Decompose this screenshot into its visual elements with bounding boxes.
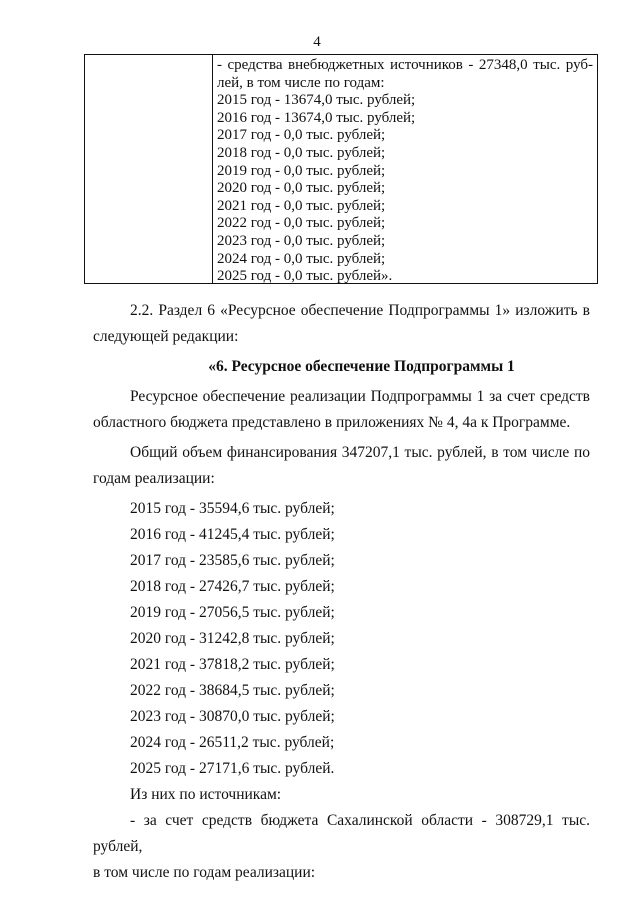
table-line: - средства внебюджетных источников - 27348,0 тыс. руб- — [217, 57, 593, 73]
table-line: 2020 год - 0,0 тыс. рублей; — [217, 180, 386, 197]
year-item: 2018 год - 27426,7 тыс. рублей; — [130, 578, 335, 595]
table-line: 2015 год - 13674,0 тыс. рублей; — [217, 92, 416, 109]
year-item: 2022 год - 38684,5 тыс. рублей; — [130, 682, 335, 699]
table-line: 2018 год - 0,0 тыс. рублей; — [217, 144, 386, 161]
year-item: 2024 год - 26511,2 тыс. рублей; — [130, 734, 335, 751]
year-item: 2025 год - 27171,6 тыс. рублей. — [130, 760, 335, 777]
table-line: лей, в том числе по годам: — [217, 74, 385, 91]
year-item: 2020 год - 31242,8 тыс. рублей; — [130, 630, 335, 647]
table-line: 2021 год - 0,0 тыс. рублей; — [217, 197, 386, 214]
year-item: 2015 год - 35594,6 тыс. рублей; — [130, 500, 335, 517]
table-line: 2024 год - 0,0 тыс. рублей; — [217, 250, 386, 267]
year-item: 2019 год - 27056,5 тыс. рублей; — [130, 604, 335, 621]
table-line: 2022 год - 0,0 тыс. рублей; — [217, 215, 386, 232]
section-heading: «6. Ресурсное обеспечение Подпрограммы 1 — [208, 358, 515, 375]
table-right-cell — [217, 57, 593, 286]
year-item: 2021 год - 37818,2 тыс. рублей; — [130, 656, 335, 673]
sources-intro: Из них по источникам: — [130, 786, 282, 803]
table-line: 2019 год - 0,0 тыс. рублей; — [217, 162, 386, 179]
year-item: 2023 год - 30870,0 тыс. рублей; — [130, 708, 335, 725]
total-funding-paragraph: Общий объем финансирования 347207,1 тыс. рублей, в том числе по годам реализации: — [93, 444, 590, 487]
year-item: 2016 год - 41245,4 тыс. рублей; — [130, 526, 335, 543]
resource-paragraph: Ресурсное обеспечение реализации Подпрограммы 1 за счет средств областного бюджета представлено в приложениях № 4, 4а к Программе. — [93, 388, 590, 431]
table-column-divider — [212, 55, 213, 283]
table-line: 2016 год - 13674,0 тыс. рублей; — [217, 109, 416, 126]
funding-table — [84, 54, 598, 284]
document-body — [93, 298, 590, 886]
yearly-funding-list — [93, 496, 590, 782]
section-intro: 2.2. Раздел 6 «Ресурсное обеспечение Подпрограммы 1» изложить в следующей редакции: — [93, 302, 590, 345]
sakhalin-budget-continuation: в том числе по годам реализации: — [93, 864, 316, 881]
page-number: 4 — [313, 34, 321, 50]
year-item: 2017 год - 23585,6 тыс. рублей; — [130, 552, 335, 569]
table-line: 2023 год - 0,0 тыс. рублей; — [217, 232, 386, 249]
table-line: 2017 год - 0,0 тыс. рублей; — [217, 127, 386, 144]
sakhalin-budget-line: - за счет средств бюджета Сахалинской области - 308729,1 тыс. рублей, — [93, 812, 590, 855]
table-line: 2025 год - 0,0 тыс. рублей». — [217, 268, 393, 285]
